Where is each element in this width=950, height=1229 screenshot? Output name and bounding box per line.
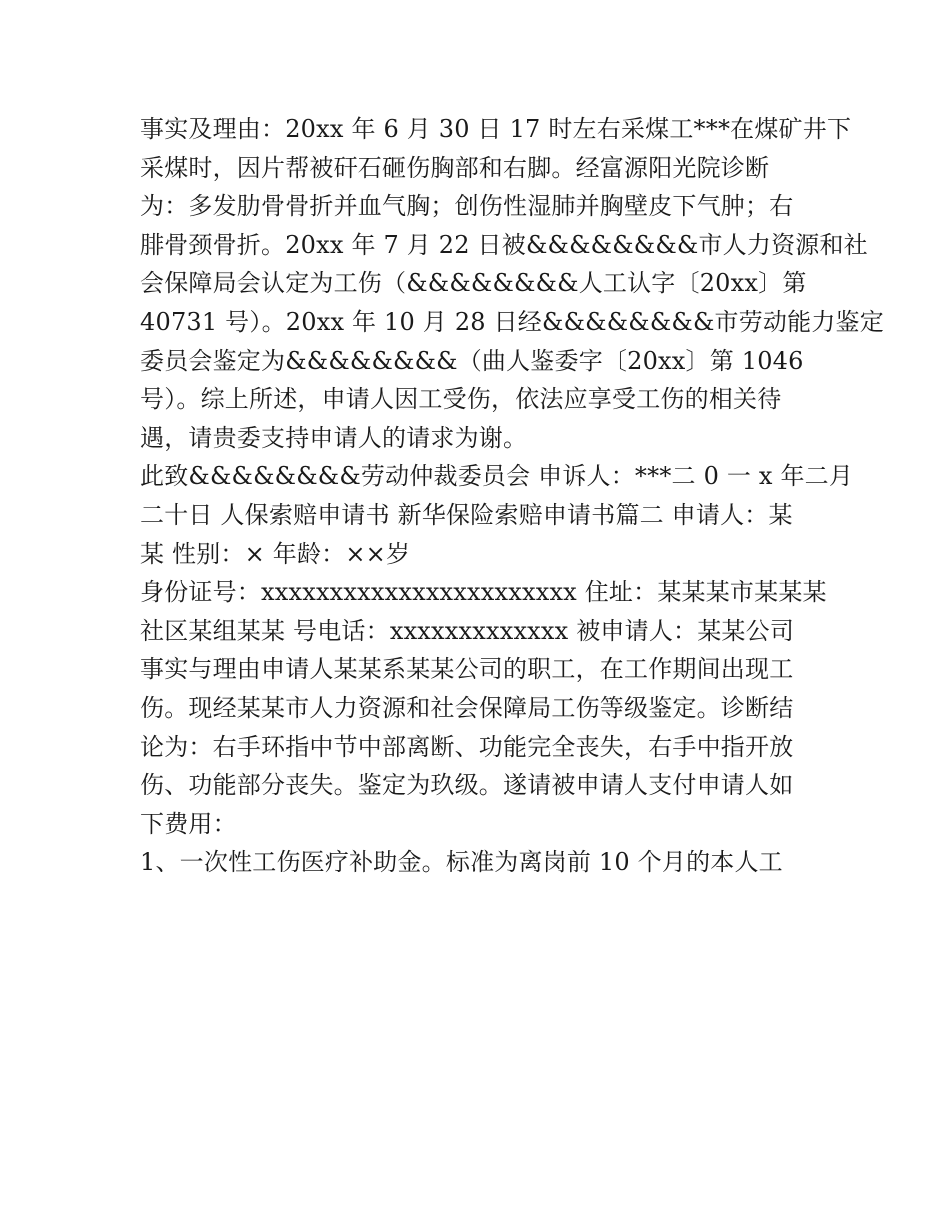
text-line: 事实及理由：20xx 年 6 月 30 日 17 时左右采煤工***在煤矿井下 [140,115,852,143]
text-line: 二十日 人保索赔申请书 新华保险索赔申请书篇二 申请人：某 [140,500,793,529]
text-line: 伤。现经某某市人力资源和社会保障局工伤等级鉴定。诊断结 [140,693,794,722]
text-line: 社区某组某某 号电话：xxxxxxxxxxxxx 被申请人：某某公司 [140,616,795,645]
text-line: 遇，请贵委支持申请人的请求为谢。 [140,423,528,452]
text-line: 某 性别：× 年龄：××岁 [140,539,411,568]
text-line: 身份证号：xxxxxxxxxxxxxxxxxxxxxxx 住址：某某某市某某某 [140,578,827,607]
document-body [140,110,884,882]
text-line: 号）。综上所述，申请人因工受伤，依法应享受工伤的相关待 [140,385,782,414]
text-line: 采煤时，因片帮被矸石砸伤胸部和右脚。经富源阳光院诊断 [140,153,770,182]
text-line: 委员会鉴定为&&&&&&&&（曲人鉴委字〔20xx〕第 1046 [140,346,804,375]
text-line: 伤、功能部分丧失。鉴定为玖级。遂请被申请人支付申请人如 [140,771,794,800]
text-line: 40731 号）。20xx 年 10 月 28 日经&&&&&&&&市劳动能力鉴定 [140,307,884,336]
text-line: 为：多发肋骨骨折并血气胸；创伤性湿肺并胸壁皮下气肿；右 [140,192,794,221]
text-line: 此致&&&&&&&&劳动仲裁委员会 申诉人：***二 0 一 x 年二月 [140,462,854,491]
text-line: 腓骨颈骨折。20xx 年 7 月 22 日被&&&&&&&&市人力资源和社 [140,230,868,259]
text-line: 1、一次性工伤医疗补助金。标准为离岗前 10 个月的本人工 [140,848,783,877]
text-line: 下费用： [140,809,237,838]
text-line: 事实与理由申请人某某系某某公司的职工，在工作期间出现工 [140,655,794,684]
text-line: 论为：右手环指中节中部离断、功能完全丧失，右手中指开放 [140,732,794,761]
text-line: 会保障局会认定为工伤（&&&&&&&&人工认字〔20xx〕第 [140,269,807,298]
